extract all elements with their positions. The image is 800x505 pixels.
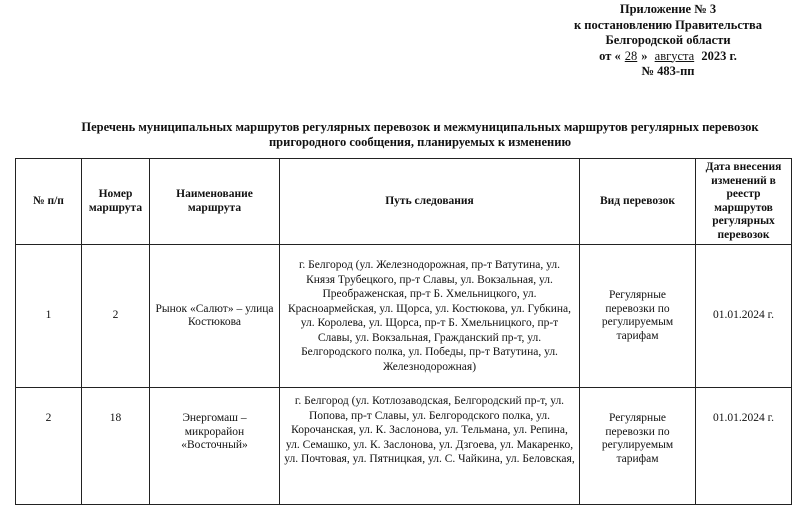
date-prefix: от « bbox=[599, 48, 621, 63]
document-title bbox=[40, 120, 800, 150]
header-num: № п/п bbox=[16, 159, 82, 245]
header-path: Путь следования bbox=[280, 159, 580, 245]
appendix-number: Приложение № 3 bbox=[619, 2, 717, 16]
cell-num: 2 bbox=[16, 388, 82, 505]
date-year: 2023 г. bbox=[701, 48, 737, 63]
cell-date: 01.01.2024 г. bbox=[696, 388, 792, 505]
table-row bbox=[16, 388, 792, 505]
cell-route-name: Рынок «Салют» – улица Костюкова bbox=[150, 245, 280, 388]
header-route-number: Номер маршрута bbox=[82, 159, 150, 245]
header-transport-type: Вид перевозок bbox=[580, 159, 696, 245]
cell-transport-type: Регулярные перевозки по регулируемым тарифам bbox=[580, 388, 696, 505]
cell-path: г. Белгород (ул. Железнодорожная, пр-т Ватутина, ул. Князя Трубецкого, пр-т Славы, ул. Вокзальная, ул. Преображенская, пр-т Б. Хмельницкого, ул. Красноармейская, ул. Щорса, ул. Костюкова, ул. Губкина, ул. Королева, ул. Щорса, пр-т Б. Хмельницкого, пр-т Славы, ул. Вокзальная, Гражданский пр-т, ул. Белгородского полка, ул. Победы, пр-т Ватутина, ул. Железнодорожная) bbox=[280, 245, 580, 388]
appendix-date bbox=[540, 49, 796, 65]
resolution-number: № 483-пп bbox=[641, 64, 695, 78]
appendix-region: Белгородской области bbox=[605, 33, 731, 47]
routes-table bbox=[15, 158, 792, 505]
cell-path: г. Белгород (ул. Котлозаводская, Белгородский пр-т, ул. Попова, пр-т Славы, ул. Белгородского полка, ул. Корочанская, ул. К. Заслонова, ул. Тельмана, ул. Репина, ул. Семашко, ул. К. Заслонова, ул. Дзгоева, ул. Макаренко, ул. Почтовая, ул. Пятницкая, ул. С. Чайкина, ул. Беловская, bbox=[280, 388, 580, 505]
date-month: августа bbox=[654, 48, 695, 63]
cell-route-name: Энергомаш – микрорайон «Восточный» bbox=[150, 388, 280, 505]
cell-route-number: 2 bbox=[82, 245, 150, 388]
date-day: 28 bbox=[624, 48, 638, 63]
title-line-2: пригородного сообщения, планируемых к изменению bbox=[268, 135, 571, 149]
header-date: Дата внесения изменений в реестр маршрутов регулярных перевозок bbox=[696, 159, 792, 245]
cell-route-number: 18 bbox=[82, 388, 150, 505]
table-row bbox=[16, 245, 792, 388]
appendix-resolution: к постановлению Правительства bbox=[573, 17, 763, 32]
cell-date: 01.01.2024 г. bbox=[696, 245, 792, 388]
date-mid: » bbox=[641, 48, 648, 63]
cell-num: 1 bbox=[16, 245, 82, 388]
cell-transport-type: Регулярные перевозки по регулируемым тарифам bbox=[580, 245, 696, 388]
header-route-name: Наименование маршрута bbox=[150, 159, 280, 245]
appendix-header bbox=[540, 2, 796, 80]
table-header-row bbox=[16, 159, 792, 245]
title-line-1: Перечень муниципальных маршрутов регулярных перевозок и межмуниципальных маршрутов регулярных перевозок bbox=[81, 120, 759, 134]
